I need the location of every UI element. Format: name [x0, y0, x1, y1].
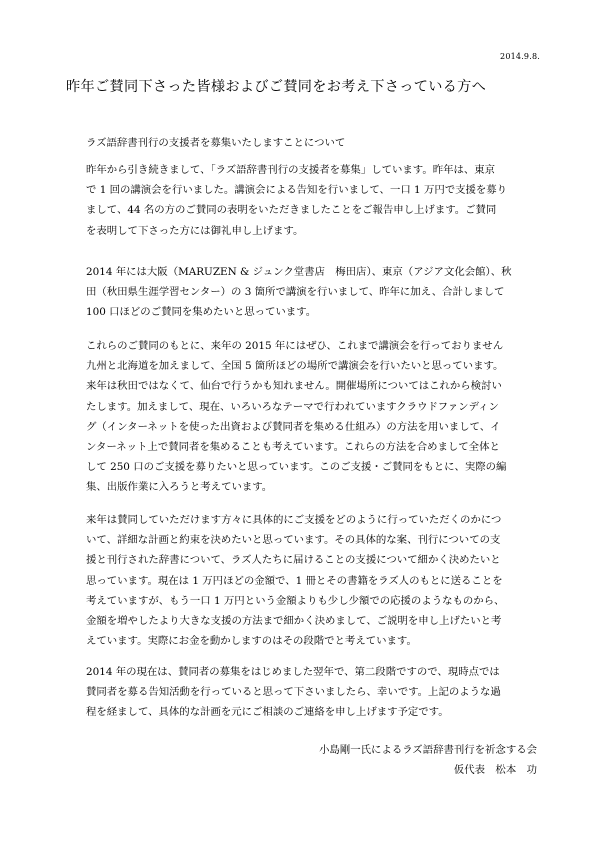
paragraph-line: 金額を増やしたより大きな支援の方法まで細かく決めまして、ご説明を申し上げたいと考: [86, 614, 502, 627]
signature-representative: 仮代表 松本 功: [453, 764, 537, 776]
paragraph-line: 来年は賛同していただけます方々に具体的にご支援をどのように行っていただくのかにつ: [86, 514, 502, 526]
paragraph-line: 思っています。現在は 1 万円ほどの金額で、1 冊とその書籍をラズ人のもとに送ることを: [86, 574, 503, 587]
paragraph-3: [86, 336, 536, 498]
paragraph-line: 賛同者を募る告知活動を行っていると思って下さいましたら、幸いです。上記のような過: [86, 686, 501, 699]
paragraph-5: [86, 662, 536, 723]
document-subject: ラズ語辞書刊行の支援者を募集いたしますことについて: [86, 137, 346, 149]
paragraph-4: [86, 510, 536, 651]
paragraph-line: 九州と北海道を加えまして、全国 5 箇所ほどの場所で講演会を行いたいと思っています。: [86, 360, 504, 373]
signature-organization: 小島剛一氏によるラズ語辞書刊行を祈念する会: [319, 744, 537, 756]
paragraph-line: 来年は秋田ではなくて、仙台で行うかも知れません。開催場所についてはこれから検討い: [86, 380, 502, 393]
paragraph-line: いて、詳細な計画と約束を決めたいと思っています。その具体的な案、刊行についての支: [86, 534, 501, 547]
paragraph-line: 考えていますが、もう一口 1 万円という金額よりも少し少額での応援のようなものから、: [86, 594, 505, 607]
paragraph-line: 昨年から引き続きまして、「ラズ語辞書刊行の支援者を募集」しています。昨年は、東京: [86, 164, 496, 176]
paragraph-1: [86, 160, 536, 241]
paragraph-line: まして、44 名の方のご賛同の表明をいただきましたことをご報告申し上げます。ご賛同: [86, 204, 497, 217]
paragraph-2: [86, 262, 536, 323]
paragraph-line: 100 口ほどのご賛同を集めたいと思っています。: [86, 306, 317, 319]
paragraph-line: で 1 回の講演会を行いました。講演会による告知を行いまして、一口 1 万円で支援を募り: [86, 184, 508, 197]
paragraph-line: を表明して下さった方には御礼申し上げます。: [86, 224, 304, 237]
document-date: 2014.9.8.: [500, 52, 540, 61]
paragraph-line: これらのご賛同のもとに、来年の 2015 年にはぜひ、これまで講演会を行っておりません: [86, 340, 504, 352]
signature-block: [319, 740, 537, 780]
paragraph-line: 集、出版作業に入ろうと考えています。: [86, 481, 273, 494]
paragraph-line: 田（秋田県生涯学習センター）の 3 箇所で講演を行いまして、昨年に加え、合計しまして: [86, 286, 505, 299]
paragraph-line: グ（インターネットを使った出資および賛同者を集める仕組み）の方法を用いまして、イ: [86, 420, 501, 433]
paragraph-line: 援と刊行された辞書について、ラズ人たちに届けることの支援について細かく決めたいと: [86, 554, 501, 567]
paragraph-line: たします。加えまして、現在、いろいろなテーマで行われていますクラウドファンディン: [86, 400, 499, 413]
paragraph-line: 程を経まして、具体的な計画を元にご相談のご連絡を申し上げます予定です。: [86, 706, 449, 719]
paragraph-line: えています。実際にお金を動かしますのはその段階でと考えています。: [86, 635, 417, 648]
paragraph-line: ンターネット上で賛同者を集めることも考えています。これらの方法を合めまして全体と: [86, 440, 500, 453]
paragraph-line: して 250 口のご支援を募りたいと思っています。このご支援・ご賛同をもとに、実際の編: [86, 461, 507, 474]
paragraph-line: 2014 年の現在は、賛同者の募集をはじめました翌年で、第二段階ですので、現時点では: [86, 666, 500, 678]
paragraph-line: 2014 年には大阪（MARUZEN & ジュンク堂書店 梅田店）、東京（アジア文化会館）、秋: [86, 266, 512, 278]
document-title: 昨年ご賛同下さった皆様およびご賛同をお考え下さっている方へ: [66, 79, 487, 95]
